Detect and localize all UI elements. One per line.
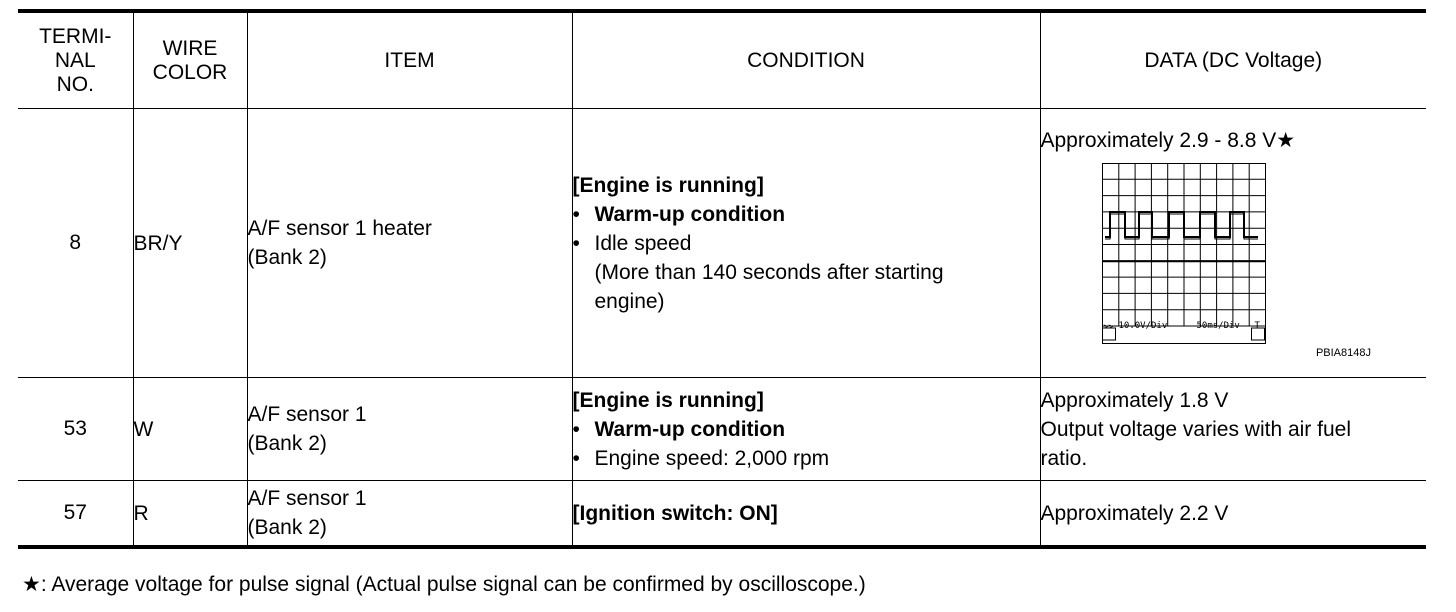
header-terminal-line1: TERMI-: [39, 24, 112, 48]
header-data: DATA (DC Voltage): [1040, 11, 1426, 109]
table-row: [18, 109, 1426, 378]
wire-color: W: [133, 378, 247, 481]
condition-bullet: [573, 200, 1040, 229]
header-condition: CONDITION: [572, 11, 1040, 109]
header-row: [18, 11, 1426, 109]
data-line: ratio.: [1040, 446, 1088, 470]
table-row: [18, 378, 1426, 481]
scope-voltage-scale: 10.0V/Div: [1118, 321, 1168, 331]
header-wire-line1: WIRE: [162, 36, 218, 60]
header-item: ITEM: [247, 11, 572, 109]
header-terminal-line2: NAL: [54, 48, 96, 72]
footnote-text: : Average voltage for pulse signal (Actual pulse signal can be confirmed by oscilloscope.): [40, 573, 866, 596]
data-line: Approximately 1.8 V: [1040, 388, 1229, 412]
bullet-icon: •: [572, 202, 580, 226]
data-value: [1041, 126, 1427, 155]
item-line: (Bank 2): [247, 246, 327, 269]
wire-color: R: [133, 481, 247, 548]
star-icon: ★: [1276, 129, 1296, 152]
data-cell: [1040, 378, 1426, 481]
footnote-star-icon: ★: [22, 573, 41, 596]
scope-time-scale: 50ms/Div: [1196, 321, 1240, 331]
header-terminal-line3: NO.: [56, 72, 94, 96]
oscilloscope-footer: [1102, 321, 1266, 344]
bullet-note-line: engine): [594, 289, 665, 313]
data-text: Approximately 2.9 - 8.8 V: [1040, 129, 1277, 152]
data-line: Approximately 2.2 V: [1040, 501, 1229, 525]
data-line: Output voltage varies with air fuel: [1040, 417, 1351, 441]
terminal-number: 8: [18, 109, 133, 378]
bullet-icon: •: [572, 417, 580, 441]
item-line: A/F sensor 1: [247, 403, 367, 426]
bullet-text: Warm-up condition: [594, 202, 786, 226]
condition-bullet: [573, 415, 1040, 444]
item-cell: [247, 378, 572, 481]
terminal-number: 53: [18, 378, 133, 481]
data-cell: [1040, 109, 1426, 378]
terminal-data-table: [18, 9, 1426, 549]
condition-cell: [572, 481, 1040, 548]
item-cell: [247, 109, 572, 378]
condition-heading: [Engine is running]: [572, 388, 764, 412]
condition-heading: [Ignition switch: ON]: [572, 501, 778, 525]
condition-cell: [572, 109, 1040, 378]
item-line: (Bank 2): [247, 432, 327, 455]
data-cell: [1040, 481, 1426, 548]
header-wire-color: [133, 11, 247, 109]
header-wire-line2: COLOR: [152, 60, 228, 84]
bullet-text: Warm-up condition: [594, 417, 786, 441]
header-terminal-no: [18, 11, 133, 109]
scope-arrow-icon: >>: [1103, 322, 1114, 331]
condition-heading: [Engine is running]: [572, 173, 764, 197]
bullet-text: Engine speed: 2,000 rpm: [594, 446, 830, 470]
condition-bullet: [573, 444, 1040, 473]
oscilloscope-figure: [1102, 163, 1268, 344]
figure-id: PBIA8148J: [1315, 347, 1371, 359]
bullet-note-line: (More than 140 seconds after starting: [594, 260, 944, 284]
bullet-text: Idle speed: [594, 231, 692, 255]
bullet-icon: •: [572, 231, 580, 255]
terminal-number: 57: [18, 481, 133, 548]
item-line: A/F sensor 1: [247, 487, 367, 510]
condition-bullet: [573, 229, 1040, 258]
item-cell: [247, 481, 572, 548]
wire-color: BR/Y: [133, 109, 247, 378]
item-line: A/F sensor 1 heater: [247, 217, 432, 240]
footnote: [22, 572, 866, 598]
scope-trigger-icon: T: [1254, 321, 1260, 331]
bullet-icon: •: [572, 446, 580, 470]
item-line: (Bank 2): [247, 516, 327, 539]
condition-cell: [572, 378, 1040, 481]
table-row: [18, 481, 1426, 548]
